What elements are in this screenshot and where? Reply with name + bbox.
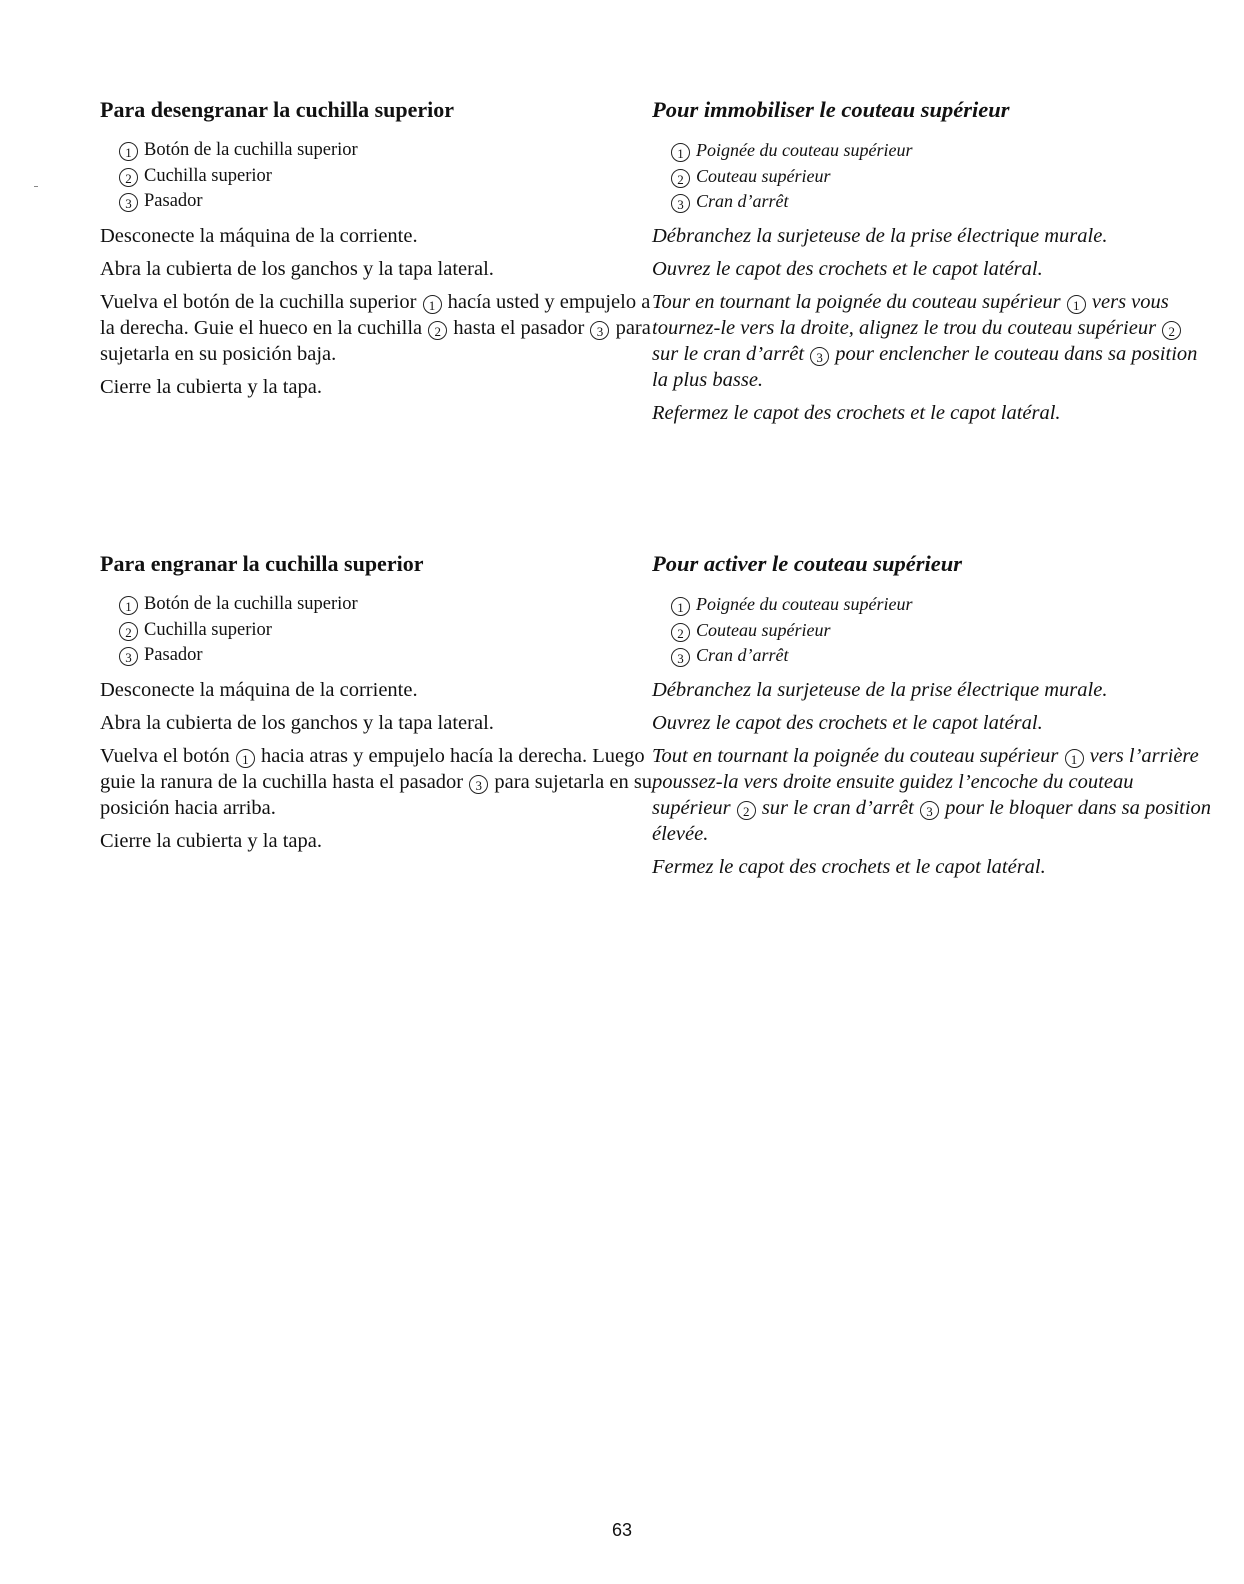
marker-2: 2	[737, 801, 756, 820]
paragraph: Cierre la cubierta y la tapa.	[100, 829, 322, 852]
paragraph: Débranchez la surjeteuse de la prise électrique murale.	[652, 678, 1108, 701]
marker-2: 2	[119, 168, 138, 187]
paragraph: Vuelva el botón de la cuchilla superior 1 hacía usted y empujelo a la derecha. Guie el hueco en la cuchilla 2 hasta el pasador 3 para sujetarla en su posición baja.	[100, 290, 651, 365]
list-item: 2 Cuchilla superior	[119, 618, 660, 644]
marker-2: 2	[671, 623, 690, 642]
marker-3: 3	[119, 647, 138, 666]
parts-list	[671, 138, 1212, 215]
section-title: Para engranar la cuchilla superior	[100, 551, 424, 576]
paragraph: Refermez le capot des crochets et le capot latéral.	[652, 401, 1061, 424]
section-title: Pour activer le couteau supérieur	[652, 551, 962, 576]
marker-3: 3	[671, 194, 690, 213]
paragraph: Cierre la cubierta y la tapa.	[100, 375, 322, 398]
list-item: 3 Pasador	[119, 189, 660, 215]
marker-3: 3	[671, 648, 690, 667]
paragraph: Fermez le capot des crochets et le capot latéral.	[652, 855, 1046, 878]
marker-2: 2	[428, 321, 447, 340]
list-item: 1 Botón de la cuchilla superior	[119, 138, 660, 164]
parts-list	[671, 592, 1212, 669]
section-es-engage	[100, 550, 660, 861]
marker-1: 1	[1067, 295, 1086, 314]
list-item: 3 Cran d’arrêt	[671, 189, 1212, 215]
list-item: 2 Couteau supérieur	[671, 618, 1212, 644]
section-fr-engage	[652, 550, 1212, 887]
section-es-disengage	[100, 96, 660, 407]
paragraph: Tout en tournant la poignée du couteau supérieur 1 vers l’arrière poussez-la vers droite ensuite guidez l’encoche du couteau supérieur 2 sur le cran d’arrêt 3 pour le bloquer dans sa position élevée.	[652, 744, 1212, 845]
marker-2: 2	[671, 169, 690, 188]
marker-3: 3	[469, 775, 488, 794]
marker-1: 1	[236, 749, 255, 768]
marker-1: 1	[671, 597, 690, 616]
section-fr-disengage	[652, 96, 1212, 433]
section-title: Para desengranar la cuchilla superior	[100, 97, 455, 122]
page-number: 63	[611, 1520, 633, 1540]
marker-3: 3	[119, 193, 138, 212]
list-item: 2 Cuchilla superior	[119, 164, 660, 190]
marker-1: 1	[1065, 749, 1084, 768]
paragraph: Abra la cubierta de los ganchos y la tapa lateral.	[100, 257, 494, 280]
list-item: 3 Cran d’arrêt	[671, 643, 1212, 669]
marker-1: 1	[119, 596, 138, 615]
list-item: 1 Botón de la cuchilla superior	[119, 592, 660, 618]
paragraph: Vuelva el botón 1 hacia atras y empujelo hacía la derecha. Luego guie la ranura de la cuchilla hasta el pasador 3 para sujetarla en su posición hacia arriba.	[100, 744, 653, 819]
paragraph: Ouvrez le capot des crochets et le capot latéral.	[652, 257, 1043, 280]
marker-2: 2	[1162, 321, 1181, 340]
marker-3: 3	[920, 801, 939, 820]
paragraph: Tour en tournant la poignée du couteau supérieur 1 vers vous tournez-le vers la droite, alignez le trou du couteau supérieur 2 sur le cran d’arrêt 3 pour enclencher le couteau dans sa position la plus basse.	[652, 290, 1198, 391]
paragraph: Abra la cubierta de los ganchos y la tapa lateral.	[100, 711, 494, 734]
marker-1: 1	[119, 142, 138, 161]
list-item: 2 Couteau supérieur	[671, 164, 1212, 190]
marker-1: 1	[423, 295, 442, 314]
marker-3: 3	[810, 347, 829, 366]
marker-2: 2	[119, 622, 138, 641]
paragraph: Débranchez la surjeteuse de la prise électrique murale.	[652, 224, 1108, 247]
list-item: 1 Poignée du couteau supérieur	[671, 138, 1212, 164]
list-item: 1 Poignée du couteau supérieur	[671, 592, 1212, 618]
scan-mark	[34, 186, 38, 187]
paragraph: Desconecte la máquina de la corriente.	[100, 678, 418, 701]
marker-1: 1	[671, 143, 690, 162]
section-title: Pour immobiliser le couteau supérieur	[652, 97, 1010, 122]
paragraph: Ouvrez le capot des crochets et le capot latéral.	[652, 711, 1043, 734]
list-item: 3 Pasador	[119, 643, 660, 669]
parts-list	[119, 138, 660, 215]
marker-3: 3	[590, 321, 609, 340]
parts-list	[119, 592, 660, 669]
paragraph: Desconecte la máquina de la corriente.	[100, 224, 418, 247]
